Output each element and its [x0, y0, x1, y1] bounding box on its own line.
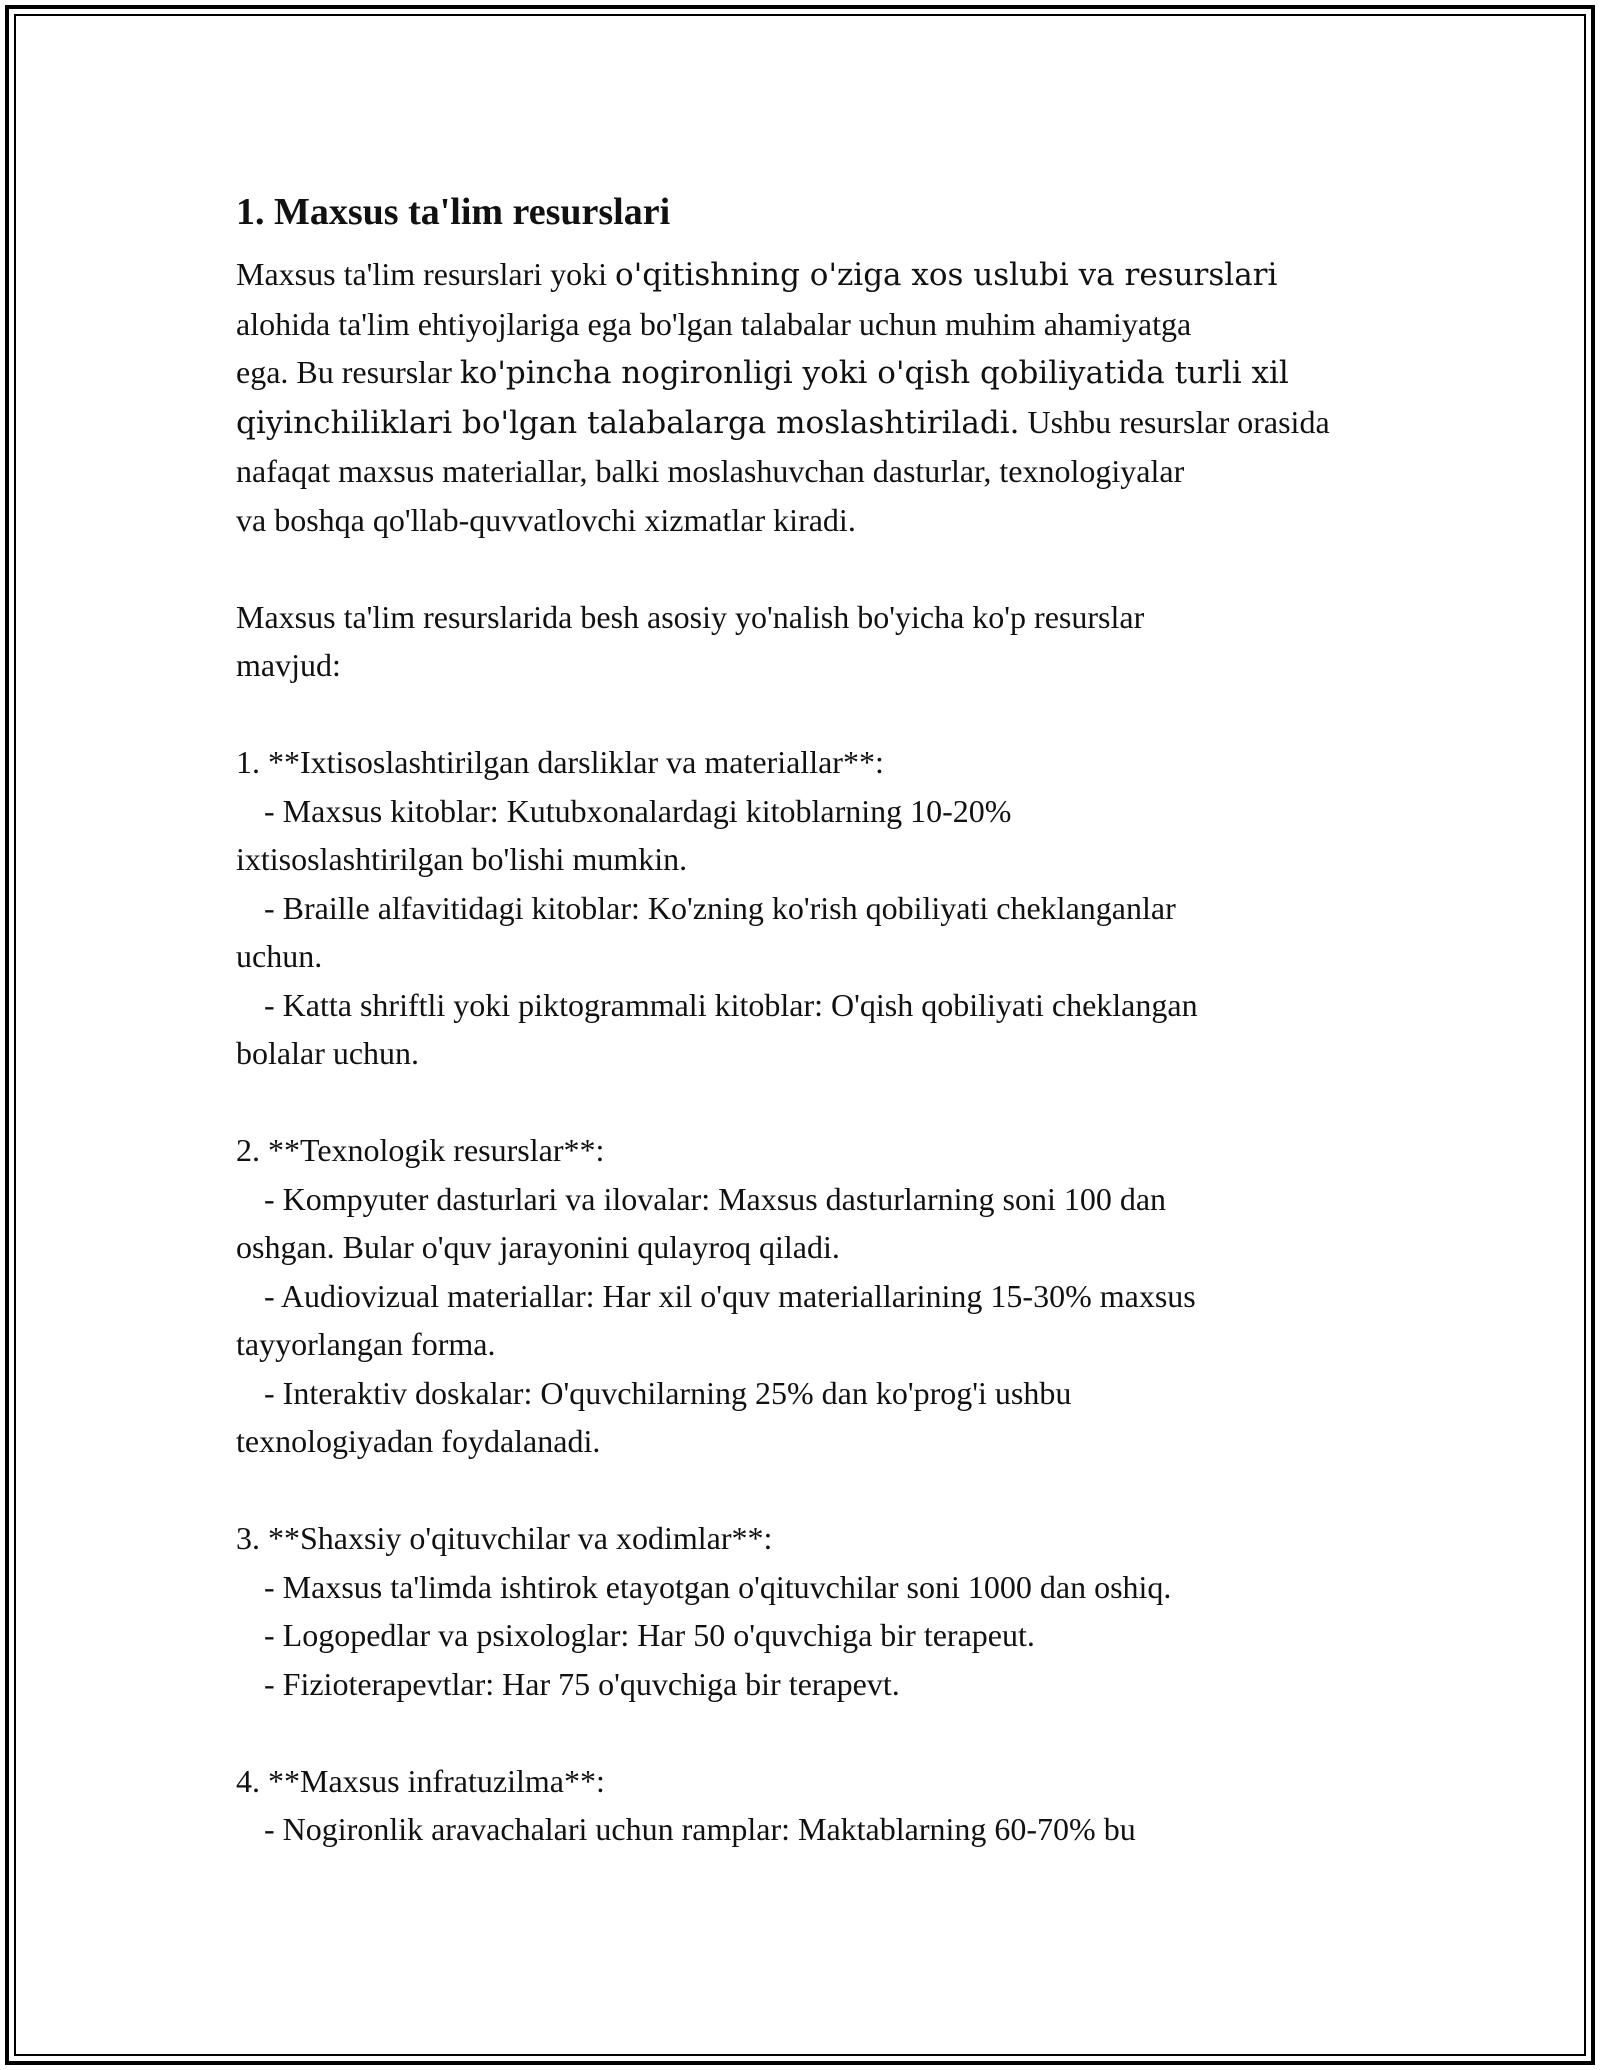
list-item: - Kompyuter dasturlari va ilovalar: Maxsus dasturlarning soni 100 dan	[264, 1180, 1167, 1217]
intro-paragraph	[236, 250, 1366, 544]
list-item: - Braille alfavitidagi kitoblar: Ko'zning ko'rish qobiliyati cheklanganlar	[264, 889, 1176, 926]
intro-line-3: ega. Bu resurslar ko'pincha nogironligi yoki o'qish qobiliyatida turli xil	[236, 354, 1289, 391]
list-section-title: 2. **Texnologik resurslar**:	[236, 1132, 605, 1168]
list-section-4	[236, 1757, 1366, 1854]
section-heading: 1. Maxsus ta'lim resurslari	[236, 191, 671, 233]
list-item-continuation: texnologiyadan foydalanadi.	[236, 1423, 601, 1459]
list-item-continuation: oshgan. Bular o'quv jarayonini qulayroq qiladi.	[236, 1229, 840, 1265]
list-item-continuation: uchun.	[236, 938, 323, 974]
list-section-1	[236, 738, 1366, 1078]
spacer	[236, 1466, 1366, 1515]
spacer	[236, 544, 1366, 593]
lead-line-1: Maxsus ta'lim resurslarida besh asosiy yo'nalish bo'yicha ko'p resurslar	[236, 598, 1145, 635]
list-section-title: 1. **Ixtisoslashtirilgan darsliklar va materiallar**:	[236, 744, 884, 780]
list-item-continuation: tayyorlangan forma.	[236, 1326, 496, 1362]
list-item: - Audiovizual materiallar: Har xil o'quv materiallarining 15-30% maxsus	[264, 1277, 1196, 1314]
list-item: - Interaktiv doskalar: O'quvchilarning 25% dan ko'prog'i ushbu	[264, 1374, 1072, 1411]
spacer	[236, 1708, 1366, 1757]
list-section-title: 3. **Shaxsiy o'qituvchilar va xodimlar**:	[236, 1520, 773, 1556]
document-body	[236, 188, 1366, 1854]
intro-line-6: va boshqa qo'llab-quvvatlovchi xizmatlar kiradi.	[236, 501, 856, 538]
list-section-2	[236, 1126, 1366, 1466]
intro-line-5: nafaqat maxsus materiallar, balki moslashuvchan dasturlar, texnologiyalar	[236, 453, 1185, 489]
lead-paragraph	[236, 593, 1366, 690]
list-section-3	[236, 1514, 1366, 1708]
list-item-continuation: bolalar uchun.	[236, 1035, 420, 1071]
list-item: - Fizioterapevtlar: Har 75 o'quvchiga bir terapevt.	[264, 1665, 900, 1702]
list-item: - Nogironlik aravachalari uchun ramplar: Maktablarning 60-70% bu	[264, 1811, 1136, 1847]
list-section-title: 4. **Maxsus infratuzilma**:	[236, 1762, 605, 1799]
list-item: - Maxsus kitoblar: Kutubxonalardagi kitoblarning 10-20%	[264, 792, 1012, 829]
list-item-continuation: ixtisoslashtirilgan bo'lishi mumkin.	[236, 841, 688, 877]
list-item: - Logopedlar va psixologlar: Har 50 o'quvchiga bir terapeut.	[264, 1617, 1035, 1653]
lead-line-2: mavjud:	[236, 647, 341, 683]
intro-line-4: qiyinchiliklari bo'lgan talabalarga moslashtiriladi. Ushbu resurslar orasida	[236, 403, 1330, 441]
spacer	[236, 1078, 1366, 1127]
list-item: - Maxsus ta'limda ishtirok etayotgan o'qituvchilar soni 1000 dan oshiq.	[264, 1568, 1172, 1605]
spacer	[236, 690, 1366, 739]
intro-line-1: Maxsus ta'lim resurslari yoki o'qitishning o'ziga xos uslubi va resurslari	[236, 256, 1278, 293]
intro-line-2: alohida ta'lim ehtiyojlariga ega bo'lgan talabalar uchun muhim ahamiyatga	[236, 305, 1192, 342]
list-item: - Katta shriftli yoki piktogrammali kitoblar: O'qish qobiliyati cheklangan	[264, 986, 1198, 1023]
